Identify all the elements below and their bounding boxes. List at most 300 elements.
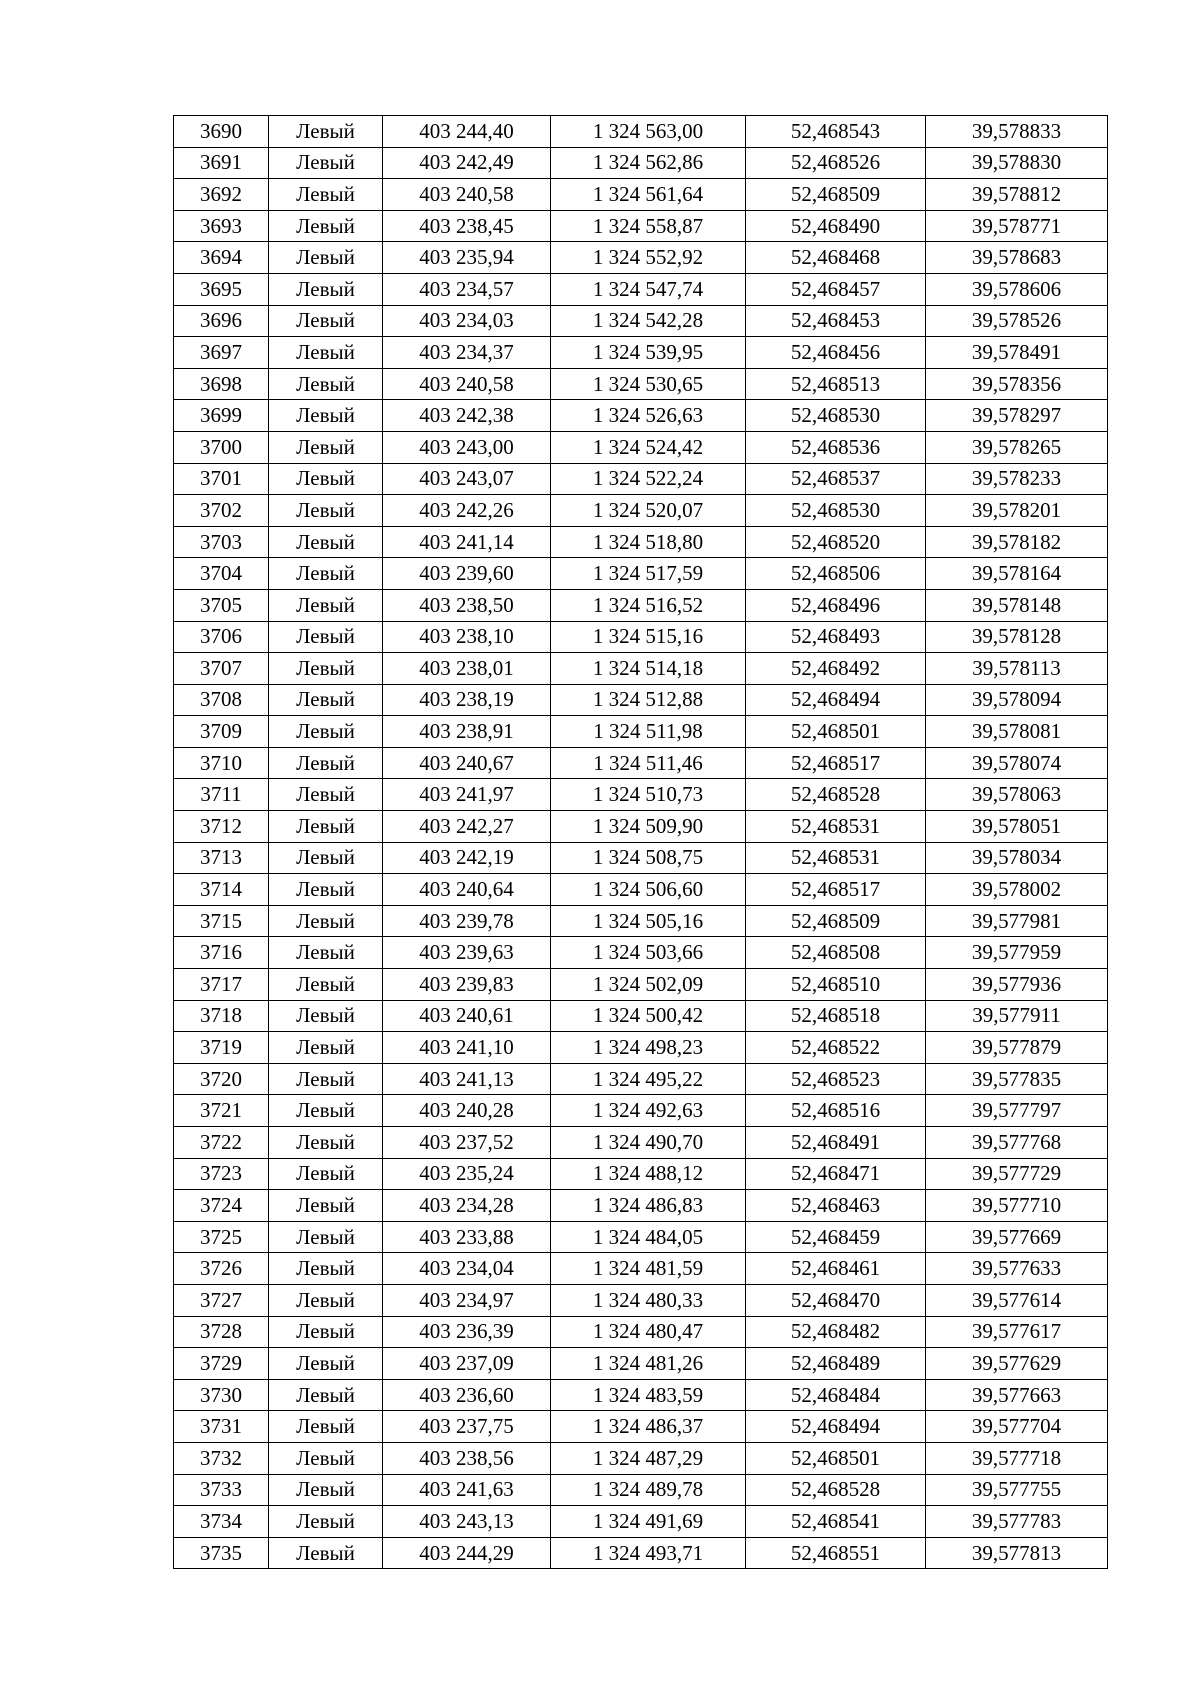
latitude-cell: 52,468461 [746,1253,926,1285]
table-row [174,242,1108,274]
x-coordinate-cell: 403 242,49 [383,147,551,179]
x-coordinate-cell: 403 244,40 [383,116,551,148]
latitude-cell: 52,468536 [746,431,926,463]
x-coordinate-cell: 403 243,07 [383,463,551,495]
point-number-cell: 3710 [174,747,269,779]
table-row [174,273,1108,305]
table-row [174,495,1108,527]
point-number-cell: 3716 [174,937,269,969]
side-cell: Левый [269,463,383,495]
side-cell: Левый [269,337,383,369]
x-coordinate-cell: 403 240,61 [383,1000,551,1032]
y-coordinate-cell: 1 324 520,07 [551,495,746,527]
point-number-cell: 3715 [174,905,269,937]
longitude-cell: 39,578606 [926,273,1108,305]
point-number-cell: 3721 [174,1095,269,1127]
latitude-cell: 52,468522 [746,1032,926,1064]
point-number-cell: 3706 [174,621,269,653]
latitude-cell: 52,468516 [746,1095,926,1127]
longitude-cell: 39,577729 [926,1158,1108,1190]
y-coordinate-cell: 1 324 500,42 [551,1000,746,1032]
latitude-cell: 52,468471 [746,1158,926,1190]
table-row [174,716,1108,748]
latitude-cell: 52,468453 [746,305,926,337]
side-cell: Левый [269,116,383,148]
longitude-cell: 39,578233 [926,463,1108,495]
longitude-cell: 39,577704 [926,1411,1108,1443]
longitude-cell: 39,578356 [926,368,1108,400]
point-number-cell: 3700 [174,431,269,463]
side-cell: Левый [269,1190,383,1222]
latitude-cell: 52,468459 [746,1221,926,1253]
side-cell: Левый [269,1537,383,1569]
longitude-cell: 39,578812 [926,179,1108,211]
table-row [174,842,1108,874]
longitude-cell: 39,578526 [926,305,1108,337]
side-cell: Левый [269,210,383,242]
longitude-cell: 39,577629 [926,1348,1108,1380]
point-number-cell: 3708 [174,684,269,716]
latitude-cell: 52,468543 [746,116,926,148]
point-number-cell: 3732 [174,1442,269,1474]
longitude-cell: 39,578265 [926,431,1108,463]
point-number-cell: 3692 [174,179,269,211]
x-coordinate-cell: 403 241,63 [383,1474,551,1506]
side-cell: Левый [269,589,383,621]
point-number-cell: 3707 [174,653,269,685]
table-row [174,1158,1108,1190]
point-number-cell: 3724 [174,1190,269,1222]
table-row [174,305,1108,337]
x-coordinate-cell: 403 235,24 [383,1158,551,1190]
y-coordinate-cell: 1 324 503,66 [551,937,746,969]
table-row [174,1000,1108,1032]
point-number-cell: 3722 [174,1127,269,1159]
x-coordinate-cell: 403 238,91 [383,716,551,748]
x-coordinate-cell: 403 238,50 [383,589,551,621]
point-number-cell: 3696 [174,305,269,337]
y-coordinate-cell: 1 324 516,52 [551,589,746,621]
y-coordinate-cell: 1 324 495,22 [551,1063,746,1095]
x-coordinate-cell: 403 236,60 [383,1379,551,1411]
table-row [174,1190,1108,1222]
y-coordinate-cell: 1 324 490,70 [551,1127,746,1159]
side-cell: Левый [269,1127,383,1159]
y-coordinate-cell: 1 324 561,64 [551,179,746,211]
table-row [174,368,1108,400]
latitude-cell: 52,468494 [746,1411,926,1443]
x-coordinate-cell: 403 238,19 [383,684,551,716]
longitude-cell: 39,577959 [926,937,1108,969]
longitude-cell: 39,578201 [926,495,1108,527]
longitude-cell: 39,578830 [926,147,1108,179]
side-cell: Левый [269,811,383,843]
y-coordinate-cell: 1 324 511,46 [551,747,746,779]
latitude-cell: 52,468517 [746,874,926,906]
point-number-cell: 3691 [174,147,269,179]
y-coordinate-cell: 1 324 506,60 [551,874,746,906]
longitude-cell: 39,578081 [926,716,1108,748]
latitude-cell: 52,468490 [746,210,926,242]
y-coordinate-cell: 1 324 483,59 [551,1379,746,1411]
point-number-cell: 3719 [174,1032,269,1064]
table-row [174,1411,1108,1443]
y-coordinate-cell: 1 324 486,37 [551,1411,746,1443]
point-number-cell: 3701 [174,463,269,495]
y-coordinate-cell: 1 324 539,95 [551,337,746,369]
longitude-cell: 39,578034 [926,842,1108,874]
longitude-cell: 39,578051 [926,811,1108,843]
longitude-cell: 39,577813 [926,1537,1108,1569]
side-cell: Левый [269,874,383,906]
x-coordinate-cell: 403 243,13 [383,1506,551,1538]
x-coordinate-cell: 403 242,38 [383,400,551,432]
table-row [174,337,1108,369]
longitude-cell: 39,577835 [926,1063,1108,1095]
y-coordinate-cell: 1 324 552,92 [551,242,746,274]
table-row [174,1095,1108,1127]
table-row [174,1127,1108,1159]
table-row [174,147,1108,179]
side-cell: Левый [269,716,383,748]
x-coordinate-cell: 403 233,88 [383,1221,551,1253]
side-cell: Левый [269,1379,383,1411]
side-cell: Левый [269,1063,383,1095]
latitude-cell: 52,468531 [746,811,926,843]
x-coordinate-cell: 403 241,14 [383,526,551,558]
table-row [174,1537,1108,1569]
y-coordinate-cell: 1 324 480,33 [551,1284,746,1316]
longitude-cell: 39,577718 [926,1442,1108,1474]
side-cell: Левый [269,273,383,305]
latitude-cell: 52,468457 [746,273,926,305]
latitude-cell: 52,468501 [746,716,926,748]
y-coordinate-cell: 1 324 558,87 [551,210,746,242]
y-coordinate-cell: 1 324 509,90 [551,811,746,843]
table-row [174,969,1108,1001]
y-coordinate-cell: 1 324 491,69 [551,1506,746,1538]
x-coordinate-cell: 403 244,29 [383,1537,551,1569]
latitude-cell: 52,468496 [746,589,926,621]
table-row [174,179,1108,211]
longitude-cell: 39,577797 [926,1095,1108,1127]
y-coordinate-cell: 1 324 505,16 [551,905,746,937]
table-row [174,1284,1108,1316]
latitude-cell: 52,468530 [746,495,926,527]
longitude-cell: 39,577669 [926,1221,1108,1253]
y-coordinate-cell: 1 324 487,29 [551,1442,746,1474]
point-number-cell: 3728 [174,1316,269,1348]
y-coordinate-cell: 1 324 493,71 [551,1537,746,1569]
latitude-cell: 52,468489 [746,1348,926,1380]
table-row [174,1442,1108,1474]
latitude-cell: 52,468523 [746,1063,926,1095]
y-coordinate-cell: 1 324 562,86 [551,147,746,179]
side-cell: Левый [269,400,383,432]
x-coordinate-cell: 403 239,60 [383,558,551,590]
x-coordinate-cell: 403 234,28 [383,1190,551,1222]
point-number-cell: 3725 [174,1221,269,1253]
side-cell: Левый [269,242,383,274]
y-coordinate-cell: 1 324 547,74 [551,273,746,305]
table-row [174,400,1108,432]
x-coordinate-cell: 403 240,58 [383,179,551,211]
point-number-cell: 3734 [174,1506,269,1538]
x-coordinate-cell: 403 236,39 [383,1316,551,1348]
longitude-cell: 39,577768 [926,1127,1108,1159]
x-coordinate-cell: 403 241,13 [383,1063,551,1095]
x-coordinate-cell: 403 237,09 [383,1348,551,1380]
latitude-cell: 52,468493 [746,621,926,653]
side-cell: Левый [269,1411,383,1443]
longitude-cell: 39,578182 [926,526,1108,558]
side-cell: Левый [269,1253,383,1285]
x-coordinate-cell: 403 237,52 [383,1127,551,1159]
side-cell: Левый [269,969,383,1001]
x-coordinate-cell: 403 234,03 [383,305,551,337]
table-row [174,1506,1108,1538]
x-coordinate-cell: 403 239,78 [383,905,551,937]
point-number-cell: 3703 [174,526,269,558]
side-cell: Левый [269,526,383,558]
latitude-cell: 52,468506 [746,558,926,590]
y-coordinate-cell: 1 324 510,73 [551,779,746,811]
longitude-cell: 39,578128 [926,621,1108,653]
y-coordinate-cell: 1 324 498,23 [551,1032,746,1064]
longitude-cell: 39,578113 [926,653,1108,685]
latitude-cell: 52,468520 [746,526,926,558]
point-number-cell: 3718 [174,1000,269,1032]
y-coordinate-cell: 1 324 484,05 [551,1221,746,1253]
latitude-cell: 52,468528 [746,779,926,811]
side-cell: Левый [269,431,383,463]
longitude-cell: 39,578148 [926,589,1108,621]
y-coordinate-cell: 1 324 480,47 [551,1316,746,1348]
side-cell: Левый [269,937,383,969]
latitude-cell: 52,468528 [746,1474,926,1506]
y-coordinate-cell: 1 324 524,42 [551,431,746,463]
table-row [174,1348,1108,1380]
longitude-cell: 39,577936 [926,969,1108,1001]
latitude-cell: 52,468468 [746,242,926,274]
side-cell: Левый [269,1316,383,1348]
longitude-cell: 39,578074 [926,747,1108,779]
longitude-cell: 39,577710 [926,1190,1108,1222]
table-row [174,747,1108,779]
table-row [174,905,1108,937]
point-number-cell: 3729 [174,1348,269,1380]
x-coordinate-cell: 403 237,75 [383,1411,551,1443]
y-coordinate-cell: 1 324 518,80 [551,526,746,558]
longitude-cell: 39,577663 [926,1379,1108,1411]
side-cell: Левый [269,905,383,937]
x-coordinate-cell: 403 243,00 [383,431,551,463]
table-row [174,621,1108,653]
longitude-cell: 39,577633 [926,1253,1108,1285]
side-cell: Левый [269,1032,383,1064]
y-coordinate-cell: 1 324 512,88 [551,684,746,716]
point-number-cell: 3713 [174,842,269,874]
latitude-cell: 52,468517 [746,747,926,779]
longitude-cell: 39,577911 [926,1000,1108,1032]
side-cell: Левый [269,1221,383,1253]
point-number-cell: 3735 [174,1537,269,1569]
side-cell: Левый [269,1284,383,1316]
table-row [174,811,1108,843]
point-number-cell: 3698 [174,368,269,400]
latitude-cell: 52,468470 [746,1284,926,1316]
y-coordinate-cell: 1 324 492,63 [551,1095,746,1127]
y-coordinate-cell: 1 324 481,59 [551,1253,746,1285]
point-number-cell: 3695 [174,273,269,305]
latitude-cell: 52,468463 [746,1190,926,1222]
latitude-cell: 52,468531 [746,842,926,874]
side-cell: Левый [269,368,383,400]
point-number-cell: 3731 [174,1411,269,1443]
side-cell: Левый [269,179,383,211]
x-coordinate-cell: 403 234,97 [383,1284,551,1316]
coordinates-table [173,115,1108,1569]
longitude-cell: 39,578063 [926,779,1108,811]
point-number-cell: 3714 [174,874,269,906]
table-row [174,558,1108,590]
side-cell: Левый [269,558,383,590]
longitude-cell: 39,577755 [926,1474,1108,1506]
x-coordinate-cell: 403 241,97 [383,779,551,811]
table-row [174,1379,1108,1411]
x-coordinate-cell: 403 240,28 [383,1095,551,1127]
y-coordinate-cell: 1 324 514,18 [551,653,746,685]
table-row [174,589,1108,621]
y-coordinate-cell: 1 324 563,00 [551,116,746,148]
side-cell: Левый [269,684,383,716]
longitude-cell: 39,578683 [926,242,1108,274]
latitude-cell: 52,468482 [746,1316,926,1348]
point-number-cell: 3730 [174,1379,269,1411]
side-cell: Левый [269,1000,383,1032]
side-cell: Левый [269,779,383,811]
side-cell: Левый [269,1474,383,1506]
point-number-cell: 3697 [174,337,269,369]
longitude-cell: 39,578094 [926,684,1108,716]
y-coordinate-cell: 1 324 508,75 [551,842,746,874]
latitude-cell: 52,468509 [746,905,926,937]
y-coordinate-cell: 1 324 489,78 [551,1474,746,1506]
point-number-cell: 3712 [174,811,269,843]
x-coordinate-cell: 403 238,56 [383,1442,551,1474]
side-cell: Левый [269,621,383,653]
table-row [174,1316,1108,1348]
latitude-cell: 52,468494 [746,684,926,716]
longitude-cell: 39,577783 [926,1506,1108,1538]
point-number-cell: 3711 [174,779,269,811]
longitude-cell: 39,577614 [926,1284,1108,1316]
x-coordinate-cell: 403 238,45 [383,210,551,242]
latitude-cell: 52,468501 [746,1442,926,1474]
point-number-cell: 3702 [174,495,269,527]
x-coordinate-cell: 403 239,63 [383,937,551,969]
y-coordinate-cell: 1 324 488,12 [551,1158,746,1190]
point-number-cell: 3717 [174,969,269,1001]
longitude-cell: 39,578002 [926,874,1108,906]
x-coordinate-cell: 403 234,57 [383,273,551,305]
table-row [174,1474,1108,1506]
longitude-cell: 39,578297 [926,400,1108,432]
latitude-cell: 52,468526 [746,147,926,179]
y-coordinate-cell: 1 324 530,65 [551,368,746,400]
side-cell: Левый [269,1158,383,1190]
side-cell: Левый [269,1506,383,1538]
table-row [174,431,1108,463]
point-number-cell: 3727 [174,1284,269,1316]
side-cell: Левый [269,1442,383,1474]
point-number-cell: 3709 [174,716,269,748]
table-row [174,210,1108,242]
point-number-cell: 3693 [174,210,269,242]
latitude-cell: 52,468510 [746,969,926,1001]
side-cell: Левый [269,747,383,779]
table-row [174,684,1108,716]
x-coordinate-cell: 403 238,10 [383,621,551,653]
latitude-cell: 52,468509 [746,179,926,211]
longitude-cell: 39,578491 [926,337,1108,369]
latitude-cell: 52,468508 [746,937,926,969]
x-coordinate-cell: 403 242,26 [383,495,551,527]
y-coordinate-cell: 1 324 526,63 [551,400,746,432]
x-coordinate-cell: 403 240,64 [383,874,551,906]
point-number-cell: 3690 [174,116,269,148]
table-row [174,116,1108,148]
table-row [174,937,1108,969]
longitude-cell: 39,578164 [926,558,1108,590]
point-number-cell: 3694 [174,242,269,274]
y-coordinate-cell: 1 324 481,26 [551,1348,746,1380]
latitude-cell: 52,468518 [746,1000,926,1032]
latitude-cell: 52,468492 [746,653,926,685]
x-coordinate-cell: 403 242,19 [383,842,551,874]
x-coordinate-cell: 403 234,04 [383,1253,551,1285]
x-coordinate-cell: 403 241,10 [383,1032,551,1064]
table-row [174,1221,1108,1253]
longitude-cell: 39,577981 [926,905,1108,937]
table-row [174,1253,1108,1285]
latitude-cell: 52,468513 [746,368,926,400]
side-cell: Левый [269,305,383,337]
point-number-cell: 3699 [174,400,269,432]
x-coordinate-cell: 403 235,94 [383,242,551,274]
longitude-cell: 39,578771 [926,210,1108,242]
latitude-cell: 52,468551 [746,1537,926,1569]
y-coordinate-cell: 1 324 542,28 [551,305,746,337]
table-row [174,779,1108,811]
point-number-cell: 3704 [174,558,269,590]
latitude-cell: 52,468537 [746,463,926,495]
x-coordinate-cell: 403 239,83 [383,969,551,1001]
longitude-cell: 39,577617 [926,1316,1108,1348]
table-row [174,526,1108,558]
y-coordinate-cell: 1 324 486,83 [551,1190,746,1222]
y-coordinate-cell: 1 324 502,09 [551,969,746,1001]
side-cell: Левый [269,495,383,527]
side-cell: Левый [269,1348,383,1380]
table-row [174,1032,1108,1064]
longitude-cell: 39,577879 [926,1032,1108,1064]
latitude-cell: 52,468484 [746,1379,926,1411]
point-number-cell: 3723 [174,1158,269,1190]
table-row [174,1063,1108,1095]
coordinates-table-body [174,116,1108,1569]
side-cell: Левый [269,147,383,179]
